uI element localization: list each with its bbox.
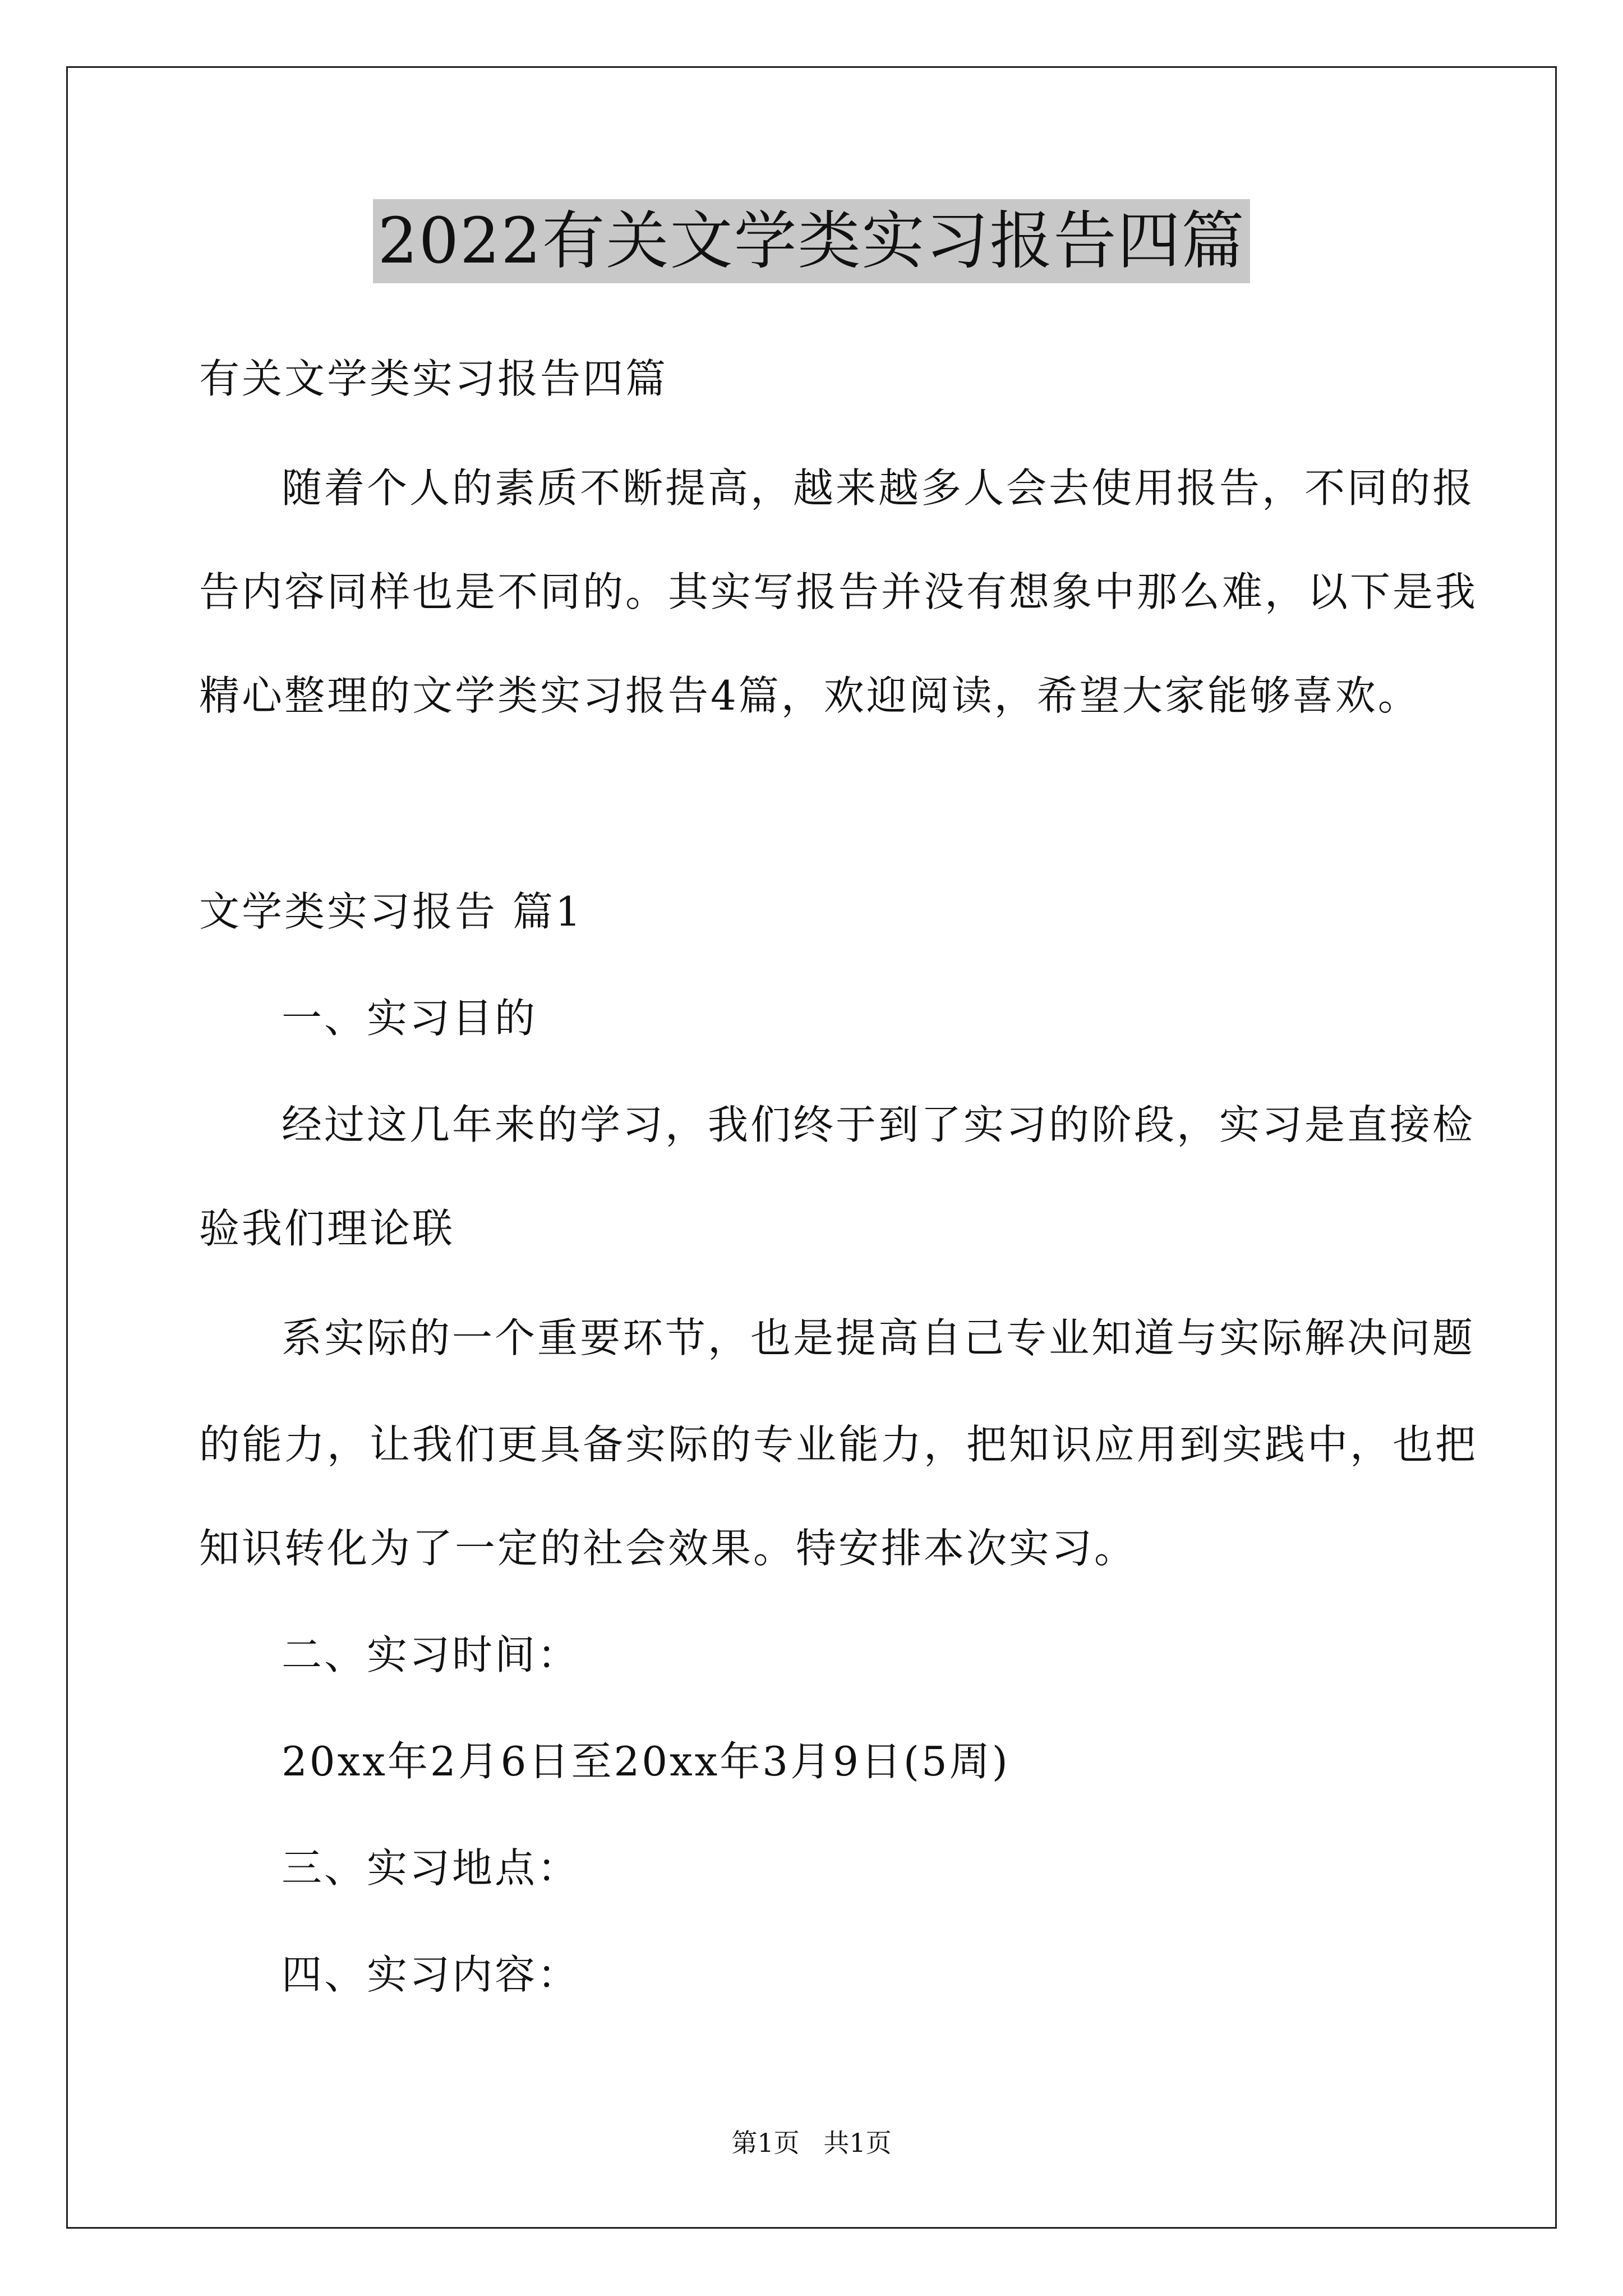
purpose-line-4: 的能力，让我们更具备实际的专业能力，把知识应用到实践中，也把 <box>199 1421 1478 1468</box>
document-subtitle: 有关文学类实习报告四篇 <box>199 355 668 402</box>
page-footer <box>0 2126 1623 2160</box>
title-container <box>0 199 1623 283</box>
intro-line-1: 随着个人的素质不断提高，越来越多人会去使用报告，不同的报 <box>282 464 1476 512</box>
page-current: 第1页 <box>731 2128 800 2158</box>
intro-line-2: 告内容同样也是不同的。其实写报告并没有想象中那么难，以下是我 <box>199 568 1478 615</box>
purpose-line-5: 知识转化为了一定的社会效果。特安排本次实习。 <box>199 1525 1137 1572</box>
purpose-line-2: 验我们理论联 <box>199 1205 455 1252</box>
purpose-line-1: 经过这几年来的学习，我们终于到了实习的阶段，实习是直接检 <box>282 1101 1476 1148</box>
document-title: 2022有关文学类实习报告四篇 <box>373 199 1249 283</box>
purpose-heading: 一、实习目的 <box>282 995 538 1042</box>
section-heading: 文学类实习报告 篇1 <box>199 888 583 935</box>
time-heading: 二、实习时间： <box>282 1631 580 1678</box>
place-heading: 三、实习地点： <box>282 1844 580 1892</box>
purpose-line-3: 系实际的一个重要环节，也是提高自己专业知道与实际解决问题 <box>282 1314 1476 1361</box>
intro-line-3: 精心整理的文学类实习报告4篇，欢迎阅读，希望大家能够喜欢。 <box>199 672 1421 719</box>
page-total: 共1页 <box>823 2128 892 2158</box>
content-heading: 四、实习内容： <box>282 1951 580 1998</box>
time-value: 20xx年2月6日至20xx年3月9日(5周) <box>282 1738 1010 1785</box>
